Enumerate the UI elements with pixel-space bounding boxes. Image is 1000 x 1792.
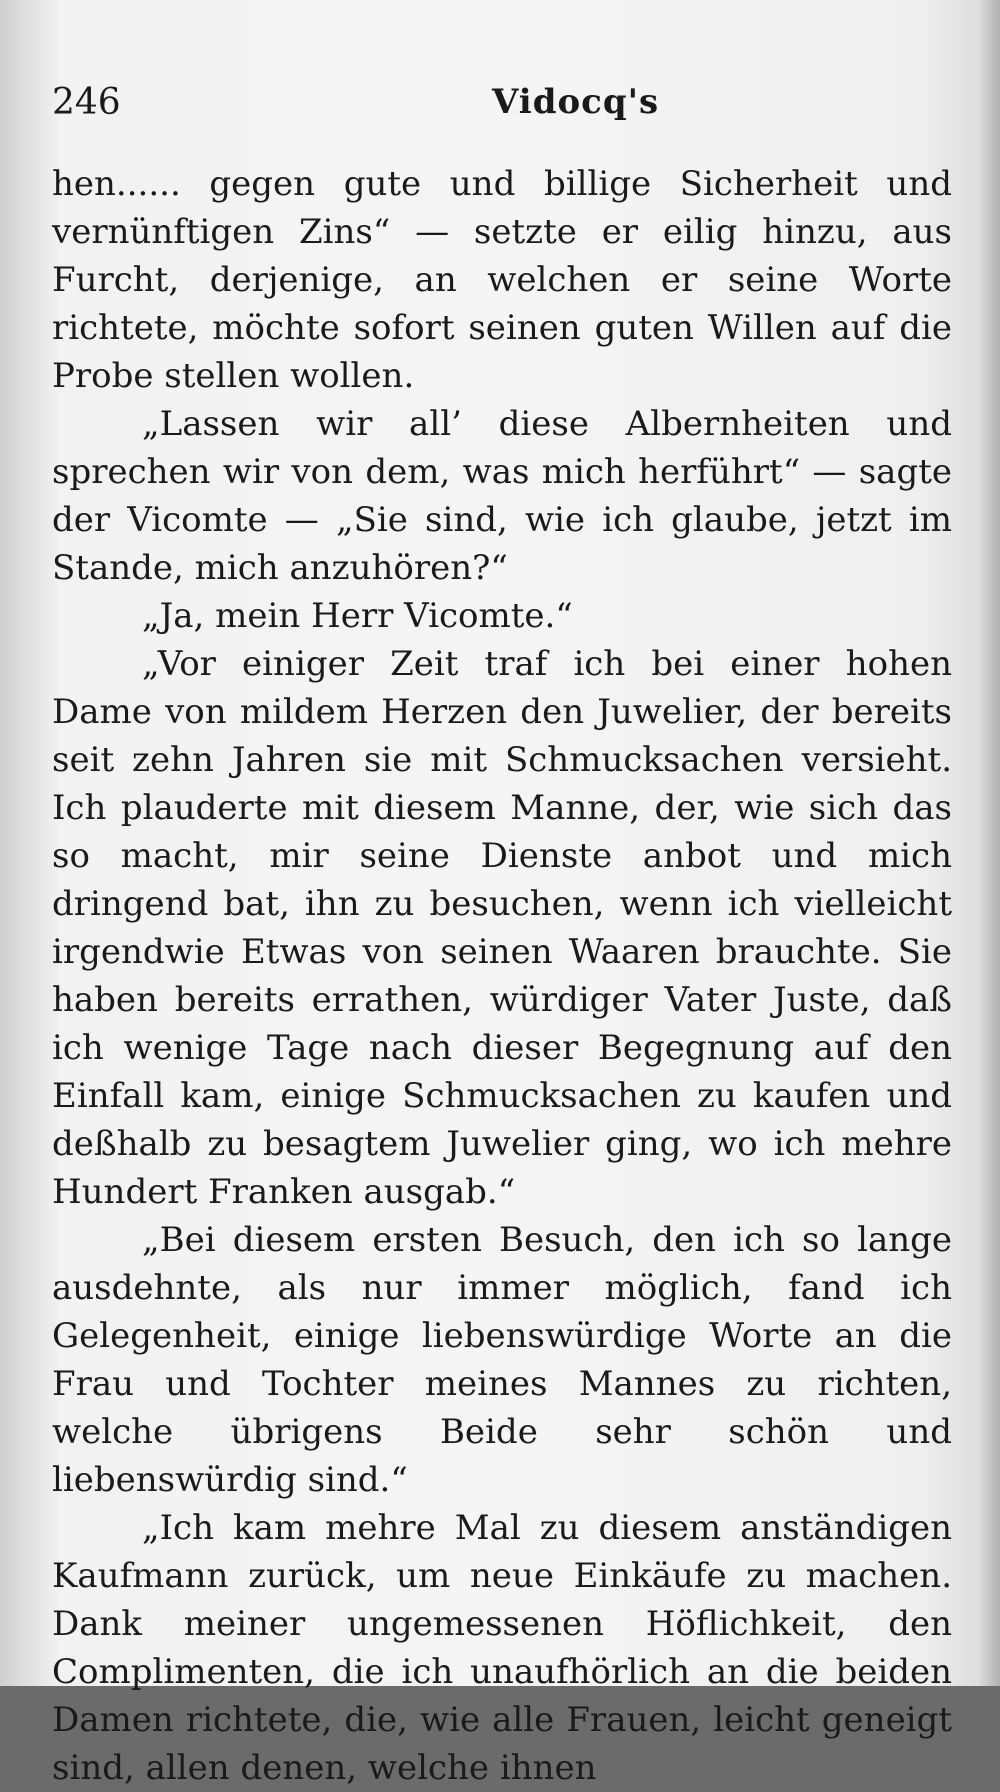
paragraph-2: „Lassen wir all’ diese Albernheiten und sprechen wir von dem, was mich herführt“ — sagte der Vicomte — „Sie sind, wie ich glaube, jetzt im Stande, mich anzuhören?“ (52, 404, 952, 588)
paragraph-6: „Ich kam mehre Mal zu diesem anständigen Kaufmann zurück, um neue Einkäufe zu machen. Dank meiner ungemessenen Höflichkeit, den Complimenten, die ich unaufhörlich an die beiden Damen richtete, die, wie alle Frauen, leicht geneigt sind, allen denen, welche ihnen (52, 1508, 952, 1788)
running-head: Vidocq's (492, 82, 660, 122)
paragraph-5: „Bei diesem ersten Besuch, den ich so lange ausdehnte, als nur immer möglich, fand ich Gelegenheit, einige liebenswürdige Worte an die Frau und Tochter meines Mannes zu richten, welche übrigens Beide sehr schön und liebenswürdig sind.“ (52, 1220, 952, 1500)
page-header (52, 82, 952, 138)
page-edge-shadow (978, 0, 1000, 1686)
page-number: 246 (52, 82, 121, 123)
body-text (52, 160, 952, 1792)
paragraph-3: „Ja, mein Herr Vicomte.“ (142, 596, 573, 636)
paragraph-4: „Vor einiger Zeit traf ich bei einer hohen Dame von mildem Herzen den Juwelier, der bereits seit zehn Jahren sie mit Schmucksachen versieht. Ich plauderte mit diesem Manne, der, wie sich das so macht, mir seine Dienste anbot und mich dringend bat, ihn zu besuchen, wenn ich vielleicht irgendwie Etwas von seinen Waaren brauchte. Sie haben bereits errathen, würdiger Vater Juste, daß ich wenige Tage nach dieser Begegnung auf den Einfall kam, einige Schmucksachen zu kaufen und deßhalb zu besagtem Juwelier ging, wo ich mehre Hundert Franken ausgab.“ (52, 644, 952, 1212)
paragraph-1: hen...... gegen gute und billige Sicherheit und vernünftigen Zins“ — setzte er eilig hinzu, aus Furcht, derjenige, an welchen er seine Worte richtete, möchte sofort seinen guten Willen auf die Probe stellen wollen. (52, 164, 952, 396)
